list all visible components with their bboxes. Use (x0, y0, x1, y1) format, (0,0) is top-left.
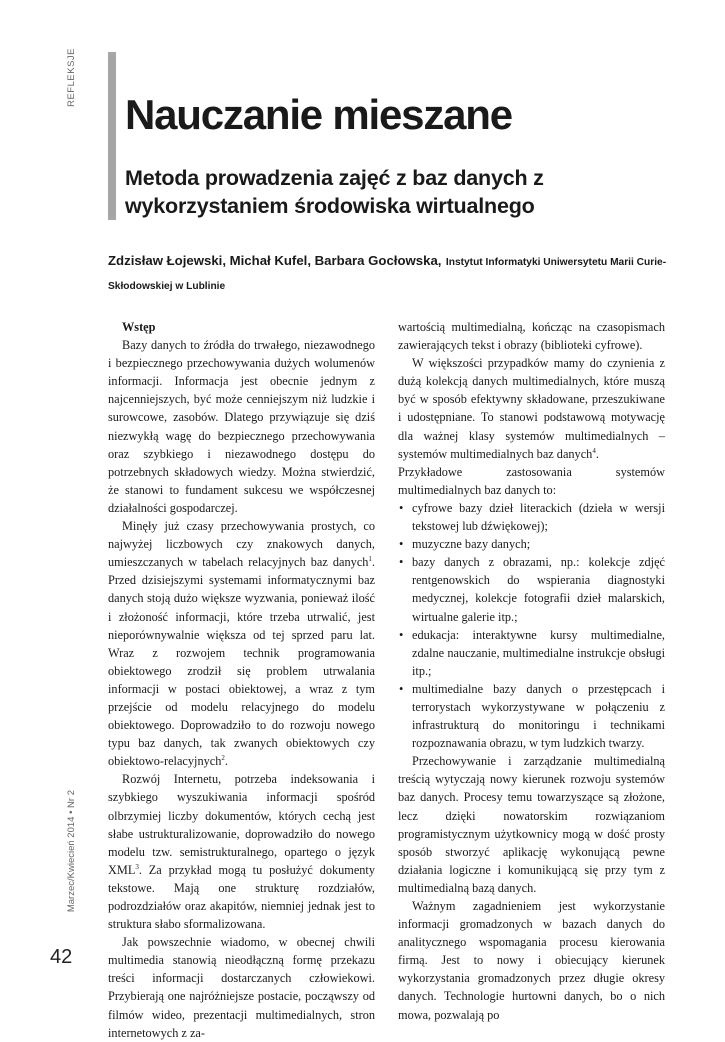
issue-label: Marzec/Kwiecień 2014 • Nr 2 (66, 790, 77, 913)
text-run: Rozwój Internetu, potrzeba indeksowania i szybkiego wyszukiwania informacji spośród olbrzymiej liczby dokumentów, których cechą jest słabe ustrukturalizowanie, doprowadziło do nowego modelu tzw. semistrukturalnego, opartego o język XML (108, 772, 375, 877)
paragraph: Bazy danych to źródła do trwałego, niezawodnego i bezpiecznego przechowywania dużych wolumenów informacji. Informacja jest obecnie jednym z najcenniejszych, być może cenniejszym niż ludzkie i surowcowe, zasobów. Dlatego przywiązuje się dziś niezwykłą wagę do bezpiecznego przechowywania oraz szybkiego i niezawodnego dostępu do potrzebnych składowych wiedzy. Można stwierdzić, że stanowi to fundament sukcesu we współczesnej działalności gospodarczej. (108, 338, 375, 515)
footnote-ref: 4 (592, 446, 596, 455)
paragraph: Jak powszechnie wiadomo, w obecnej chwili multimedia stanowią nieodłączną formę przekazu treści informacji dostarczanych człowiekowi. Przybierają one najróżniejsze postacie, począwszy od filmów wideo, prezentacji multimedialnych, stron internetowych z za- (108, 935, 375, 1040)
paragraph: Przykładowe zastosowania systemów multimedialnych baz danych to: (398, 464, 665, 497)
text-run: . Przed dzisiejszymi systemami informatycznymi baz danych stoją dużo większe wyzwania, ponieważ ilość i złożoność informacji, które trzeba utrwalić, jest nieporównywalnie większa od tej sprzed paru lat. Wraz z rozwojem technik programowania obiektowego zrodził się problem utrwalania informacji w postaci obiektowej, a wraz z tym przejście od modelu relacyjnego do modelu obiektowego. Doprowadziło to do rozwoju nowego typu baz danych, tak zwanych obiektowych czy obiektowo-relacyjnych (108, 555, 375, 769)
paragraph (108, 517, 375, 770)
list-item: • cyfrowe bazy dzieł literackich (dzieła w wersji tekstowej lub dźwiękowej); (398, 499, 665, 535)
footnote-ref: 2 (221, 754, 225, 763)
author-institution: Instytut Informatyki Uniwersytetu Marii Curie-Skłodowskiej w Lublinie (108, 257, 667, 292)
text-column-left (108, 318, 375, 1042)
paragraph (398, 354, 665, 463)
paragraph: wartością multimedialną, kończąc na czasopismach zawierających tekst i obrazy (biblioteki cyfrowe). (398, 320, 665, 353)
footnote-ref: 1 (368, 555, 372, 564)
list-item: • multimedialne bazy danych o przestępcach i terrorystach wykorzystywane w połączeniu z infrastrukturą do monitoringu i technikami rozpoznawania obrazu, w tym ludzkich twarzy. (398, 680, 665, 752)
section-label: REFLEKSJE (66, 48, 77, 107)
text-column-right (398, 318, 665, 1024)
list-item: • muzyczne bazy danych; (398, 535, 665, 553)
author-block (108, 250, 688, 298)
author-names: Zdzisław Łojewski, Michał Kufel, Barbara Gocłowska, (108, 253, 442, 268)
paragraph: Ważnym zagadnieniem jest wykorzystanie informacji gromadzonych w bazach danych do analitycznego wspomagania procesu kierowania firmą. Jest to nowy i obiecujący kierunek wykorzystania gromadzonych przez długie okresy danych. Technologie hurtowni danych, bo o nich mowa, pozwalają po (398, 899, 665, 1022)
list-item: • edukacja: interaktywne kursy multimedialne, zdalne nauczanie, multimedialne instrukcje obsługi itp.; (398, 626, 665, 680)
text-run: Minęły już czasy przechowywania prostych, co najwyżej liczbowych czy znakowych danych, umieszczanych w tabelach relacyjnych baz danych (108, 519, 375, 570)
bullet-list (398, 499, 665, 752)
text-run: . (224, 754, 228, 769)
text-run: . Za przykład mogą tu posłużyć dokumenty tekstowe. Mają one strukturę rozdziałów, podrozdziałów oraz akapitów, niemniej jednak jest to struktura słabo sformalizowana. (108, 862, 375, 932)
section-heading: Wstęp (122, 320, 156, 334)
paragraph: Przechowywanie i zarządzanie multimedialną treścią wytyczają nowy kierunek rozwoju systemów baz danych. Procesy temu towarzyszące są złożone, lecz dzięki nowatorskim rozwiązaniom programistycznym użytkownicy mogą w dość prosty sposób stworzyć aplikację wykonującą pewne działania logiczne i komunikującą się przy tym z multimedialną bazą danych. (398, 754, 665, 895)
list-item: • bazy danych z obrazami, np.: kolekcje zdjęć rentgenowskich do wspierania diagnostyki medycznej, kolekcje fotografii dzieł malarskich, wirtualne galerie itp.; (398, 553, 665, 625)
text-run: . (595, 446, 599, 461)
article-title: Nauczanie mieszane (125, 91, 512, 138)
article-subtitle: Metoda prowadzenia zajęć z baz danych z wykorzystaniem środowiska wirtualnego (125, 166, 544, 218)
page-number: 42 (50, 946, 73, 968)
title-accent-bar (108, 52, 116, 220)
text-run: W większości przypadków mamy do czynienia z dużą kolekcją danych multimedialnych, które muszą być w sposób efektywny składowane, przeszukiwane i udostępniane. To stanowi podstawową motywację dla ważnej klasy systemów multimedialnych – systemów multimedialnych baz danych (398, 356, 665, 461)
paragraph (108, 770, 375, 933)
footnote-ref: 3 (135, 862, 139, 871)
